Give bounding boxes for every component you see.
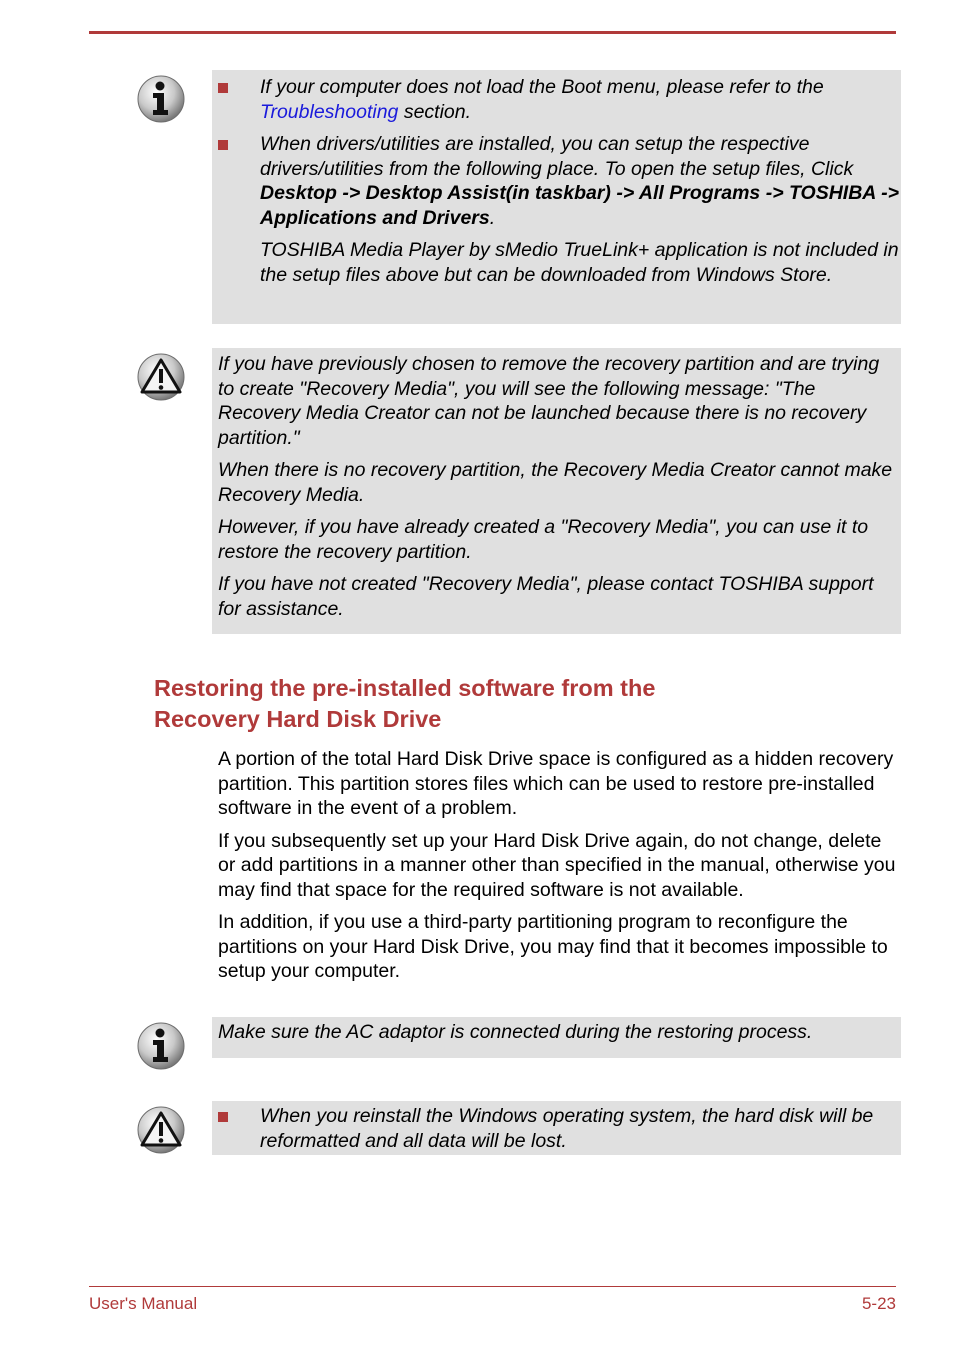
heading-line: Recovery Hard Disk Drive xyxy=(154,705,442,732)
note-text: If your computer does not load the Boot menu, please refer to the xyxy=(260,76,824,98)
note-text: Make sure the AC adaptor is connected during the restoring process. xyxy=(218,1021,813,1043)
menu-path: Desktop -> Desktop Assist(in taskbar) -> All Programs -> TOSHIBA -> Applications and Drivers xyxy=(260,182,899,229)
section-heading xyxy=(154,673,854,734)
footer-manual-title: User's Manual xyxy=(89,1294,198,1313)
warning-icon xyxy=(136,352,186,402)
body-paragraph: A portion of the total Hard Disk Drive space is configured as a hidden recovery partition. This partition stores files which can be used to restore pre-installed software in the event of a problem. xyxy=(218,748,894,819)
body-paragraph: If you subsequently set up your Hard Disk Drive again, do not change, delete or add partitions in a manner other than specified in the manual, otherwise you may find that space for the required software is not available. xyxy=(218,829,896,901)
caution-paragraph: However, if you have already created a "Recovery Media", you can use it to restore the recovery partition. xyxy=(218,516,869,563)
bullet-marker xyxy=(218,140,228,150)
warning-icon xyxy=(136,1105,186,1155)
caution-bullet-item xyxy=(212,1104,901,1153)
footer-page-number: 5-23 xyxy=(861,1294,896,1313)
caution-paragraph: If you have previously chosen to remove the recovery partition and are trying to create "Recovery Media", you will see the following message: "The Recovery Media Creator can not be launched because there is no recovery partition." xyxy=(218,353,880,449)
caution-box-recovery-partition xyxy=(212,348,901,634)
header-rule xyxy=(89,31,896,34)
info-icon xyxy=(136,1021,186,1071)
footer-rule xyxy=(89,1286,896,1287)
note-box-ac-adaptor xyxy=(212,1017,901,1058)
section-body xyxy=(218,747,903,984)
caution-box-reinstall xyxy=(212,1101,901,1155)
bullet-marker xyxy=(218,83,228,93)
heading-line: Restoring the pre-installed software from the xyxy=(154,675,656,701)
note-text: . xyxy=(489,206,496,229)
note-text: section. xyxy=(398,100,472,123)
note-text: When drivers/utilities are installed, you can setup the respective drivers/utilities from the following place. To open the setup files, Click xyxy=(260,133,854,180)
caution-paragraph: When there is no recovery partition, the Recovery Media Creator cannot make Recovery Media. xyxy=(218,459,893,506)
caution-text: When you reinstall the Windows operating system, the hard disk will be reformatted and all data will be lost. xyxy=(260,1105,874,1152)
bullet-marker xyxy=(218,1112,228,1122)
troubleshooting-link[interactable]: Troubleshooting xyxy=(260,100,399,123)
info-icon xyxy=(136,74,186,124)
note-box-boot-menu xyxy=(212,70,901,324)
body-paragraph: In addition, if you use a third-party partitioning program to reconfigure the partitions on your Hard Disk Drive, you may find that it becomes impossible to setup your computer. xyxy=(218,911,888,982)
note-text: TOSHIBA Media Player by sMedio TrueLink+ application is not included in the setup files above but can be downloaded from Windows Store. xyxy=(260,239,899,286)
note-bullet-item xyxy=(212,132,901,287)
caution-paragraph: If you have not created "Recovery Media", please contact TOSHIBA support for assistance. xyxy=(218,573,874,620)
note-bullet-item xyxy=(212,75,901,124)
